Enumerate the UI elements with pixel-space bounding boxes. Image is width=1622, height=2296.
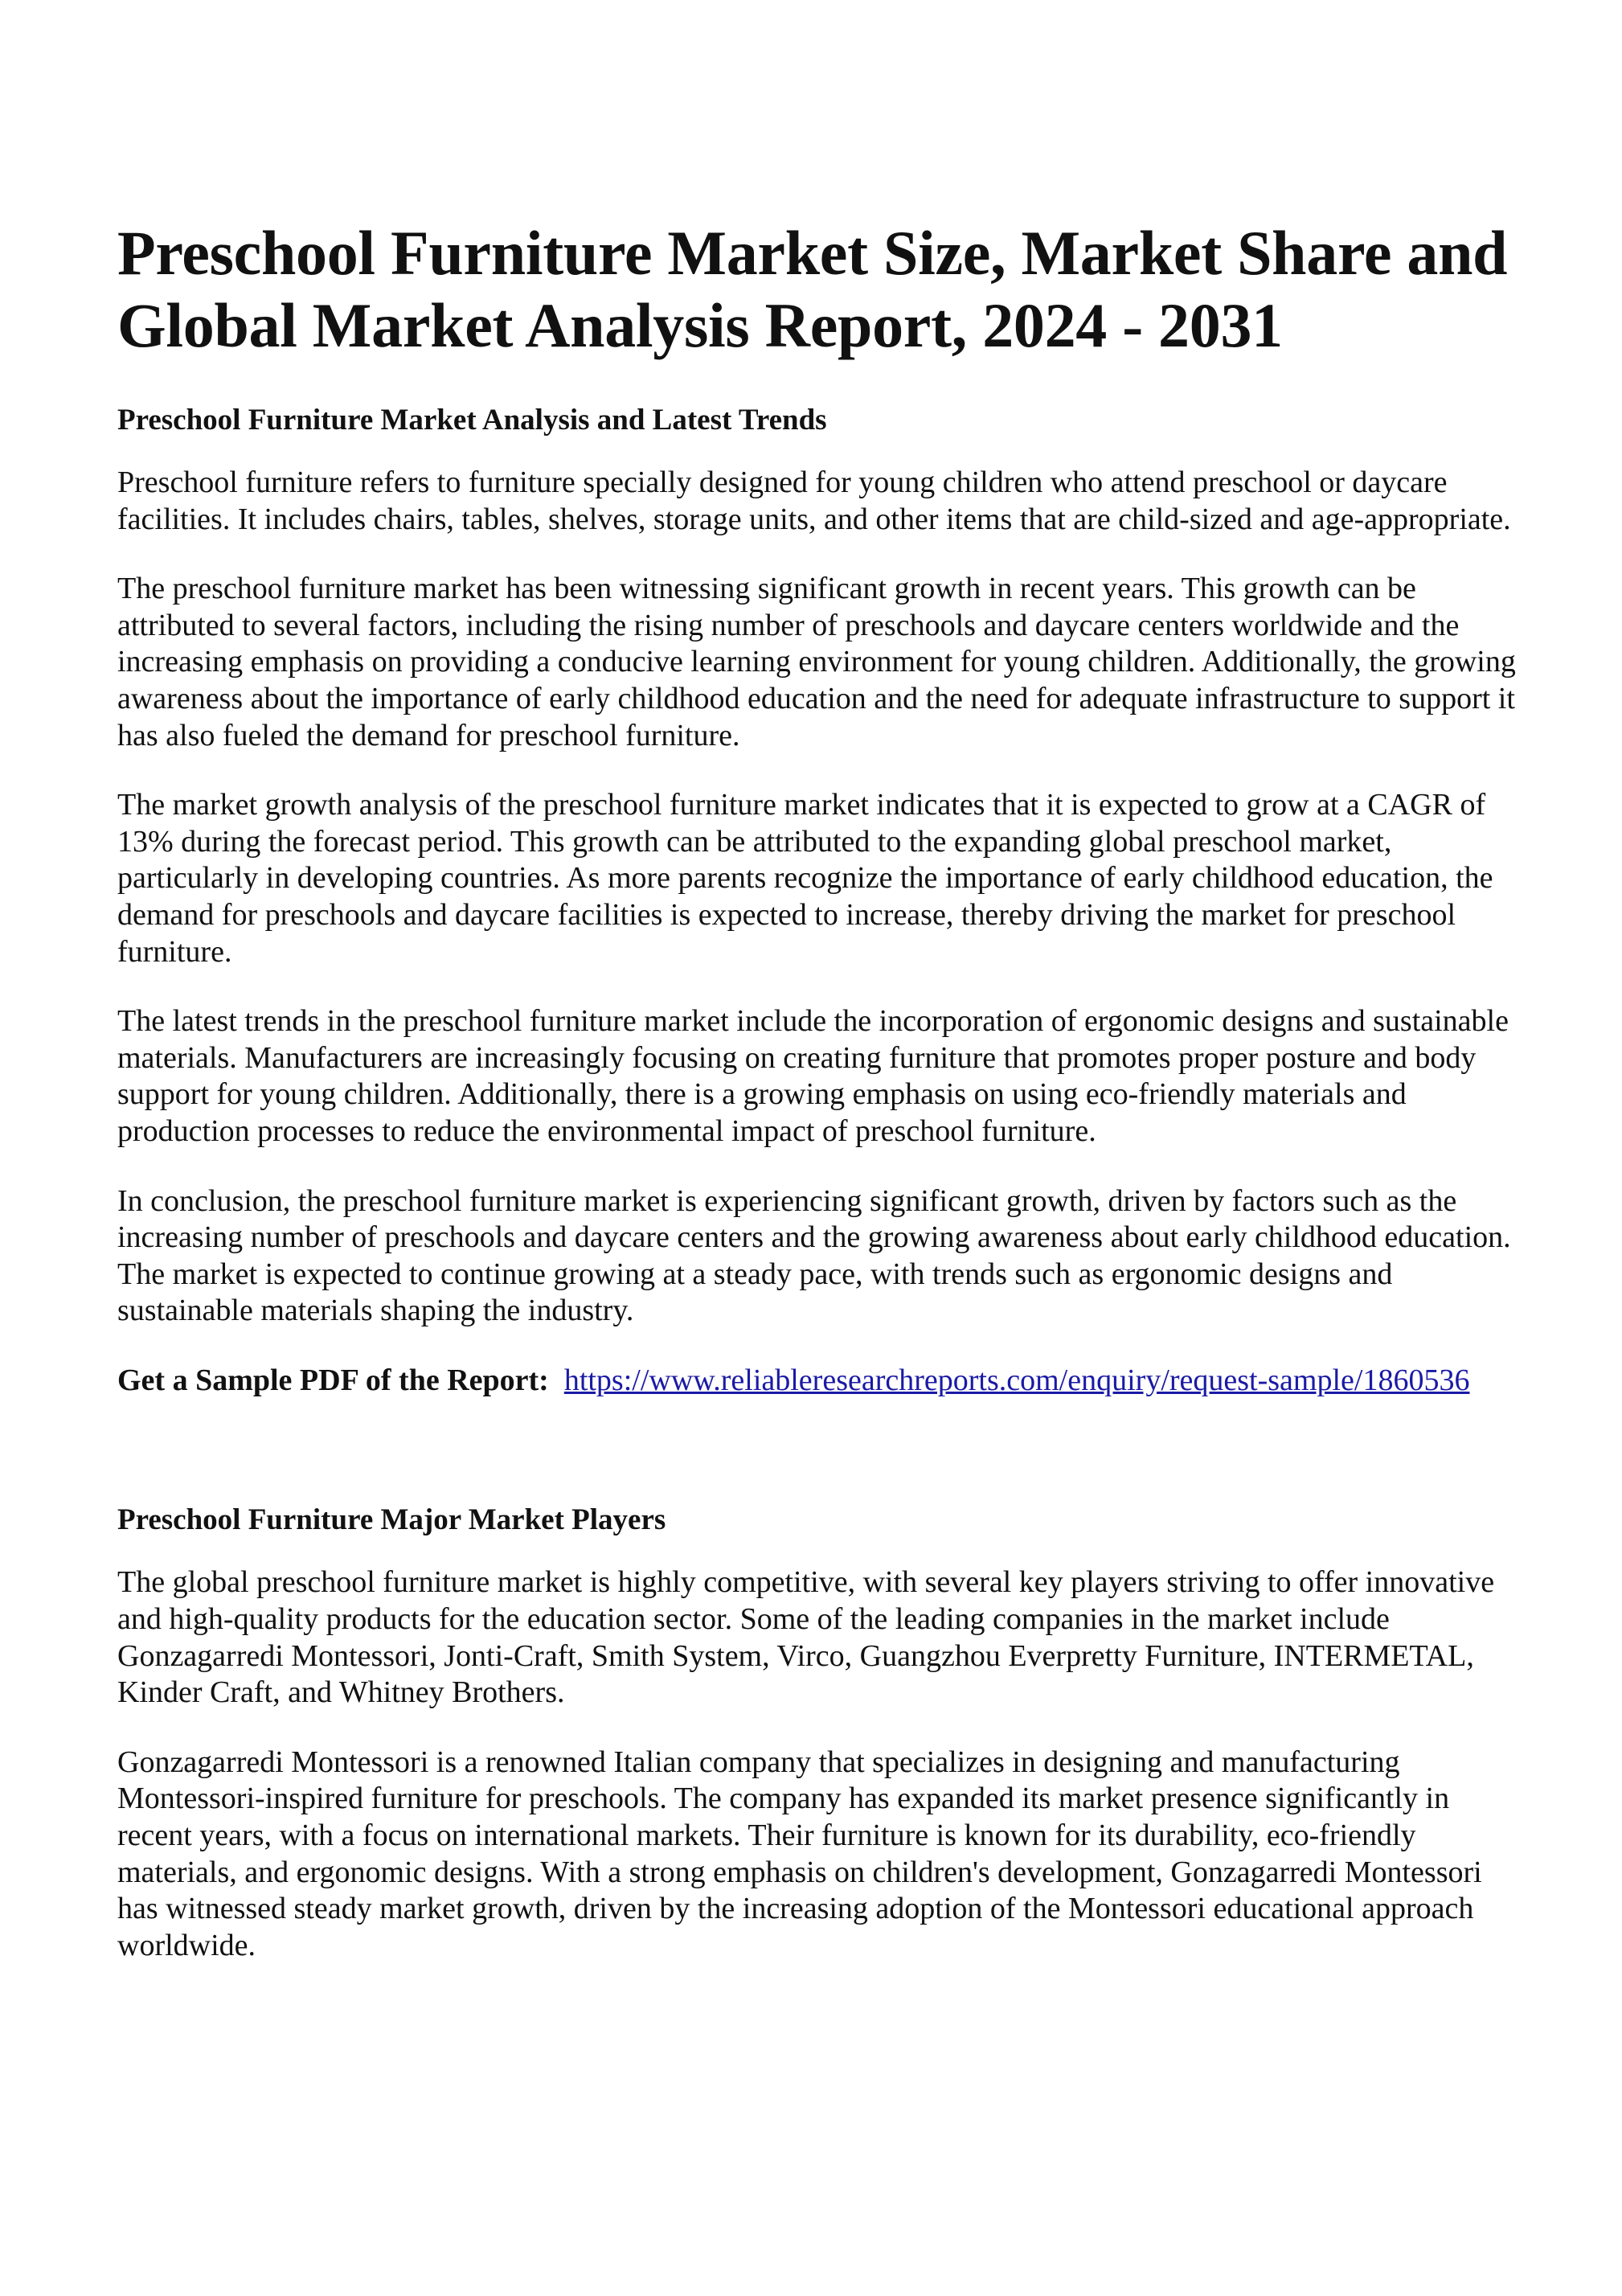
paragraph-gonzagarredi: Gonzagarredi Montessori is a renowned Italian company that specializes in designing and manufacturing Montessori-inspired furniture for preschools. The company has expanded its market presence significantly in recent years, with a focus on international markets. Their furniture is known for its durability, eco-friendly materials, and ergonomic designs. With a strong emphasis on children's development, Gonzagarredi Montessori has witnessed steady market growth, driven by the increasing adoption of the Montessori educational approach worldwide. xyxy=(117,1745,1482,1962)
paragraph-cagr: The market growth analysis of the preschool furniture market indicates that it is expected to grow at a CAGR of 13% during the forecast period. This growth can be attributed to the expanding global preschool market, particularly in developing countries. As more parents recognize the importance of early childhood education, the demand for preschools and daycare facilities is expected to increase, thereby driving the market for preschool furniture. xyxy=(117,788,1493,969)
document-page xyxy=(117,217,1518,1997)
section-heading-analysis: Preschool Furniture Market Analysis and Latest Trends xyxy=(117,404,827,437)
paragraph-definition: Preschool furniture refers to furniture specially designed for young children who attend preschool or daycare facilities. It includes chairs, tables, shelves, storage units, and other items that are child-sized and age-appropriate. xyxy=(117,465,1511,536)
paragraph-trends: The latest trends in the preschool furniture market include the incorporation of ergonomic designs and sustainable materials. Manufacturers are increasingly focusing on creating furniture that promotes proper posture and body support for young children. Additionally, there is a growing emphasis on using eco-friendly materials and production processes to reduce the environmental impact of preschool furniture. xyxy=(117,1004,1509,1148)
paragraph-competition: The global preschool furniture market is highly competitive, with several key players striving to offer innovative and high-quality products for the education sector. Some of the leading companies in the market include Gonzagarredi Montessori, Jonti-Craft, Smith System, Virco, Guangzhou Everpretty Furniture, INTERMETAL, Kinder Craft, and Whitney Brothers. xyxy=(117,1565,1495,1710)
sample-pdf-line xyxy=(117,1363,1518,1400)
page-title: Preschool Furniture Market Size, Market Share and Global Market Analysis Report, 2024 - 2031 xyxy=(117,218,1508,360)
paragraph-conclusion: In conclusion, the preschool furniture market is experiencing significant growth, driven by factors such as the increasing number of preschools and daycare centers and the growing awareness about early childhood education. The market is expected to continue growing at a steady pace, with trends such as ergonomic designs and sustainable materials shaping the industry. xyxy=(117,1183,1511,1328)
sample-pdf-label: Get a Sample PDF of the Report: xyxy=(117,1363,549,1397)
paragraph-growth: The preschool furniture market has been witnessing significant growth in recent years. This growth can be attributed to several factors, including the rising number of preschools and daycare centers worldwide and the increasing emphasis on providing a conducive learning environment for young children. Additionally, the growing awareness about the importance of early childhood education and the need for adequate infrastructure to support it has also fueled the demand for preschool furniture. xyxy=(117,572,1516,752)
sample-pdf-link[interactable]: https://www.reliableresearchreports.com/enquiry/request-sample/1860536 xyxy=(563,1363,1470,1397)
section-heading-players: Preschool Furniture Major Market Players xyxy=(117,1503,666,1537)
